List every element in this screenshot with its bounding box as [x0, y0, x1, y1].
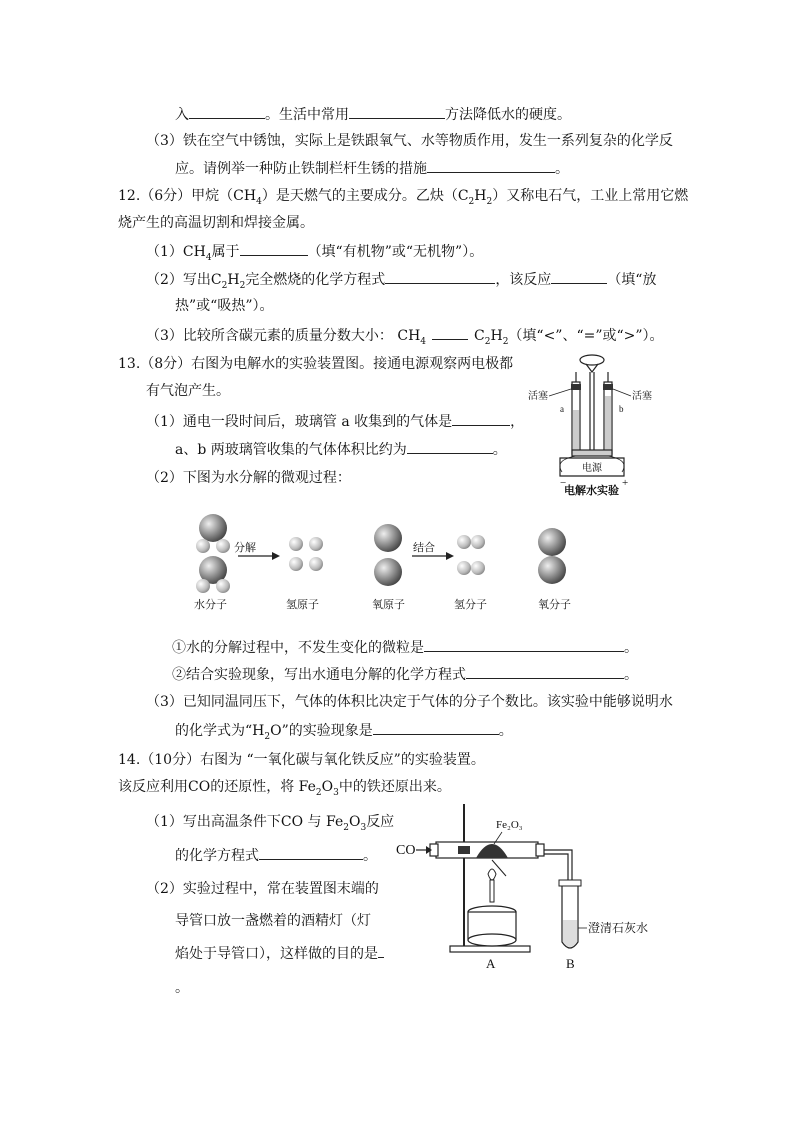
power-label: 电源: [582, 463, 602, 474]
q12-part2-line2: 热”或“吸热”）。: [175, 298, 274, 314]
co-reduction-apparatus-figure: [396, 800, 666, 972]
blank[interactable]: [349, 104, 445, 119]
water-decomposition-micro-figure: [186, 508, 596, 618]
plus-sign: +: [622, 477, 629, 489]
q14-heading-2: 该反应利用CO的还原性，将 $Fe_2O_3$中的铁还原出来。: [118, 779, 451, 798]
q13-part3: （3）已知同温同压下，气体的体积比决定于气体的分子个数比。该实验中能够说明水: [146, 694, 673, 710]
q13-part1-line2: a、b 两玻璃管收集的气体体积比约为 。: [175, 439, 507, 460]
co-label: CO: [396, 843, 416, 858]
blank[interactable]: [466, 664, 624, 679]
valve-label-right: 活塞: [632, 391, 652, 402]
water-molecules: [196, 514, 230, 593]
water-molecule-label: 水分子: [194, 599, 227, 611]
hydrogen-molecule-label: 氢分子: [454, 599, 487, 611]
q14-part2-line2: 导管口放一盏燃着的酒精灯（灯: [175, 913, 371, 929]
hydrogen-molecules: [457, 535, 485, 575]
minus-sign: −: [560, 477, 567, 489]
hydrogen-atoms: [289, 537, 323, 571]
blank[interactable]: [452, 411, 510, 426]
hydrogen-atom-label: 氢原子: [286, 599, 319, 611]
stopcock-right: [603, 384, 613, 390]
decompose-label: 分解: [234, 542, 256, 554]
q14-part2-line4: 。: [175, 980, 189, 996]
flame-icon: [488, 869, 496, 880]
q13-part2: （2）下图为水分解的微观过程：: [146, 470, 351, 486]
q12-part3: （3）比较所含碳元素的质量分数大小： $CH_4$ $C_2H_2$（填“<”、“=”或“>”）。: [146, 325, 664, 352]
q14-part1: （1）写出高温条件下CO 与 $Fe_2O_3$反应: [146, 814, 395, 833]
oxygen-atoms: [374, 524, 402, 586]
q14-part2-line3: 焰处于导管口），这样做的目的是: [175, 943, 384, 964]
combine-label: 结合: [413, 542, 435, 554]
stopcock-left: [571, 384, 581, 390]
tube-b-label: b: [619, 404, 624, 414]
oxygen-molecule: [538, 528, 566, 584]
figure-caption: 电解水实验: [564, 485, 619, 497]
q12-part1: $(1)CH_4$属于 （填“有机物”或“无机物”）。: [146, 241, 483, 268]
q12-heading-2: 烧产生的高温切割和焊接金属。: [118, 215, 314, 231]
q14-heading: 14.（10分）右图为 “一氧化碳与氧化铁反应”的实验装置。: [118, 752, 485, 768]
q11-part3-line2: 应。请例举一种防止铁制栏杆生锈的措施 。: [175, 158, 569, 179]
label-A: A: [486, 956, 496, 971]
blank[interactable]: [407, 439, 493, 454]
arrow-icon: [272, 552, 280, 560]
q12-part2: （2）写出$C_2H_2$完全燃烧的化学方程式 ，该反应 （填“放: [146, 269, 656, 296]
electrolysis-apparatus-figure: [524, 352, 660, 498]
valve-label-left: 活塞: [528, 391, 548, 402]
q14-part1-line2: 的化学方程式 。: [175, 845, 377, 866]
blank[interactable]: [189, 104, 265, 119]
stand-base: [450, 946, 530, 952]
blank[interactable]: [373, 720, 499, 735]
blank[interactable]: [427, 158, 555, 173]
q14-part2: （2）实验过程中，常在装置图末端的: [146, 881, 379, 897]
blank[interactable]: [385, 269, 495, 284]
tube-a-label: a: [560, 404, 564, 414]
arrow-icon: [446, 552, 454, 560]
q13-heading-2: 有气泡产生。: [146, 383, 230, 399]
blank[interactable]: [378, 943, 384, 958]
q13-part1: （1）通电一段时间后，玻璃管 a 收集到的气体是 ，: [146, 411, 524, 432]
q13-part3-line2: 的化学式为“$H_2O$”的实验现象是 。: [175, 720, 513, 747]
oxygen-atom-label: 氧原子: [372, 599, 405, 611]
limewater-label: 澄清石灰水: [588, 921, 649, 935]
q13-sub2: ②结合实验现象，写出水通电分解的化学方程式 。: [172, 664, 638, 685]
funnel-bulb: [580, 355, 604, 365]
blank[interactable]: [432, 325, 468, 340]
blank[interactable]: [259, 845, 363, 860]
blank[interactable]: [551, 269, 607, 284]
blank[interactable]: [424, 637, 624, 652]
oxygen-molecule-label: 氧分子: [538, 599, 571, 611]
fe2o3-label: Fe₂O₃: [496, 819, 523, 831]
q12-heading: 12.（6分）甲烷$(CH_4)$是天燃气的主要成分。乙炔$(C_2H_2)$又称电石气，工业上常用它燃: [118, 188, 689, 207]
blank[interactable]: [240, 241, 308, 256]
q13-sub1: ①水的分解过程中，不发生变化的微粒是 。: [172, 637, 638, 658]
q13-heading: 13.（8分）右图为电解水的实验装置图。接通电源观察两电极都: [118, 356, 514, 372]
q11-line1: 入 。生活中常用 方法降低水的硬度。: [175, 104, 571, 125]
label-B: B: [566, 956, 575, 971]
q11-part3-line1: （3）铁在空气中锈蚀，实际上是铁跟氧气、水等物质作用，发生一系列复杂的化学反: [146, 133, 673, 149]
